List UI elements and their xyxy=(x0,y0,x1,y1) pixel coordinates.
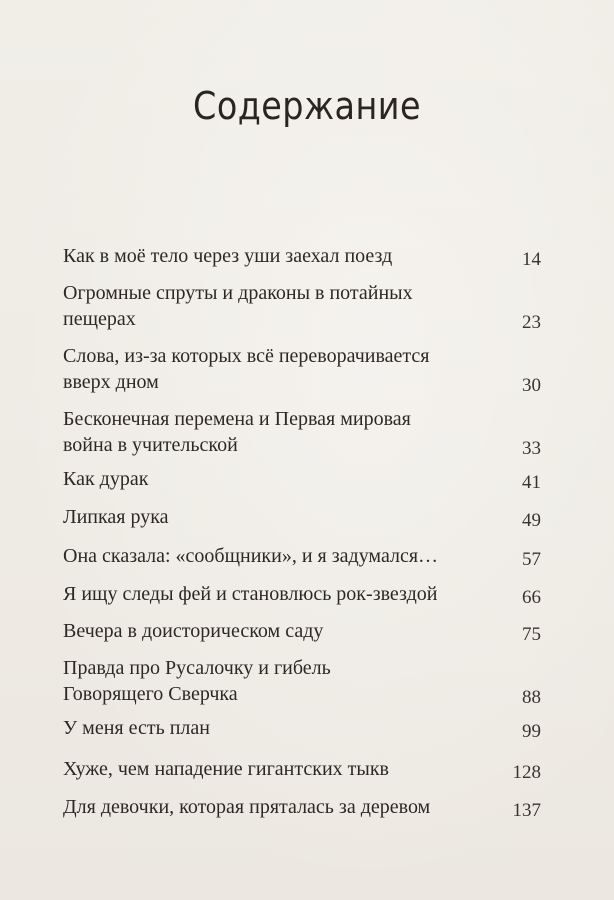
toc-entry-title: Огромные спруты и драконы в потайных пещерах xyxy=(63,282,413,330)
toc-entry-title: Бесконечная перемена и Первая мировая война в учительской xyxy=(63,408,411,456)
toc-entry-title: Липкая рука xyxy=(63,506,169,528)
toc-entry xyxy=(63,280,541,332)
toc-entry-page: 75 xyxy=(522,624,541,645)
toc-entry-title: Я ищу следы фей и становлюсь рок-звездой xyxy=(63,583,438,605)
toc-entry xyxy=(63,504,541,530)
toc-entry xyxy=(63,406,541,458)
toc-entry xyxy=(63,543,541,569)
toc-entry-title: Как в моё тело через уши заехал поезд xyxy=(63,245,393,267)
toc-entry xyxy=(63,618,541,644)
toc-entry-page: 66 xyxy=(522,587,541,608)
toc-entry-page: 137 xyxy=(512,800,541,821)
page-title: Содержание xyxy=(193,84,421,128)
toc-entry xyxy=(63,243,541,269)
toc-entry-page: 30 xyxy=(522,375,541,396)
toc-entry xyxy=(63,343,541,395)
toc-entry-page: 23 xyxy=(522,312,541,333)
toc-entry-page: 33 xyxy=(522,438,541,459)
toc-entry-title: Как дурак xyxy=(63,468,149,490)
toc-entry xyxy=(63,655,541,707)
toc-entry xyxy=(63,756,541,782)
toc-entry xyxy=(63,794,541,820)
toc-entry xyxy=(63,581,541,607)
toc-entry-title: Слова, из-за которых всё переворачивается вверх дном xyxy=(63,345,430,393)
toc-entry-title: Правда про Русалочку и гибель Говорящего Сверчка xyxy=(63,657,331,705)
toc-entry-page: 14 xyxy=(522,249,541,270)
toc-entry-page: 49 xyxy=(522,510,541,531)
toc-entry xyxy=(63,466,541,492)
toc-entry-page: 99 xyxy=(522,721,541,742)
toc-entry-page: 57 xyxy=(522,549,541,570)
toc-entry-title: Для девочки, которая пряталась за деревом xyxy=(63,796,431,818)
toc-entry-title: Хуже, чем нападение гигантских тыкв xyxy=(63,758,389,780)
toc-entry xyxy=(63,715,541,741)
toc-entry-title: Вечера в доисторическом саду xyxy=(63,620,324,642)
toc-entry-title: У меня есть план xyxy=(63,717,210,739)
toc-entry-title: Она сказала: «сообщники», и я задумался… xyxy=(63,545,439,567)
toc-entry-page: 88 xyxy=(522,687,541,708)
toc-entry-page: 41 xyxy=(522,472,541,493)
toc-entry-page: 128 xyxy=(512,762,541,783)
